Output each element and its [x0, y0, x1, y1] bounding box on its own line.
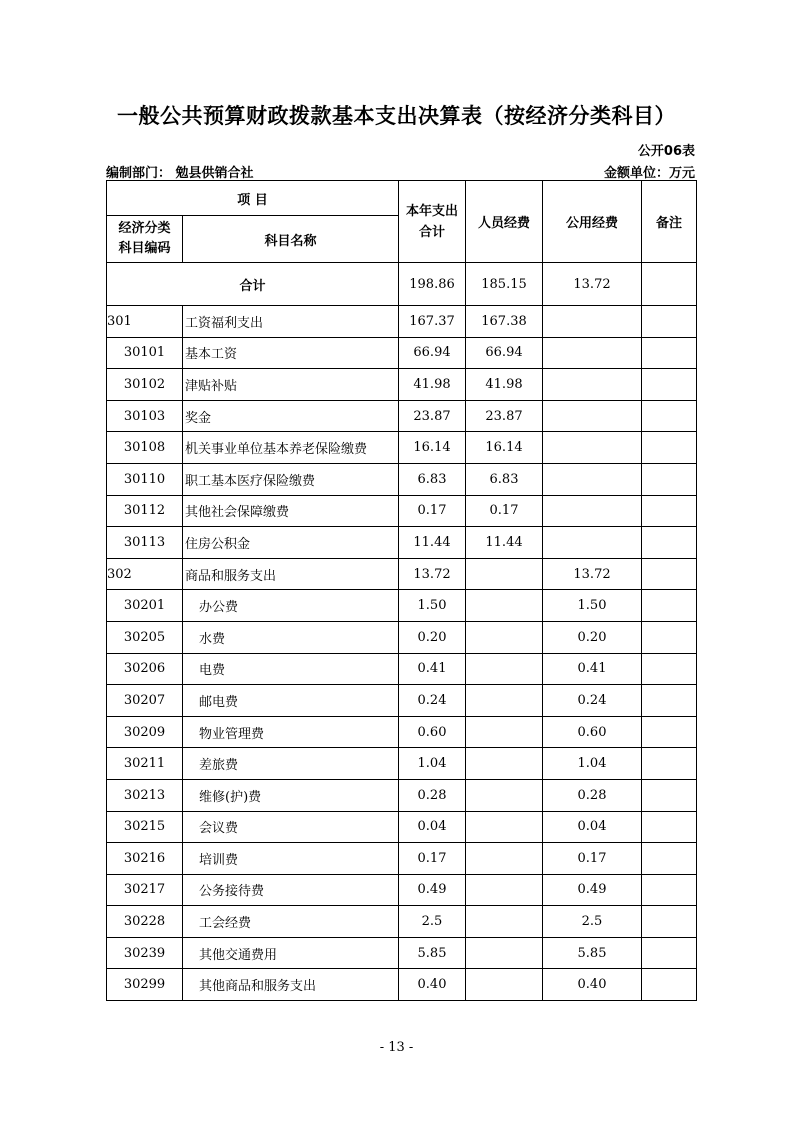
row-public: 1.04 — [543, 748, 642, 780]
row-personnel: 6.83 — [466, 463, 543, 495]
row-personnel — [466, 906, 543, 938]
amount-unit: 金额单位：万元 — [603, 166, 695, 181]
row-public: 0.60 — [543, 716, 642, 748]
total-personnel: 185.15 — [466, 263, 543, 306]
row-code: 30217 — [107, 874, 183, 906]
row-subject-name: 津贴补贴 — [183, 369, 399, 401]
row-code: 30102 — [107, 369, 183, 401]
row-subject-name: 维修(护)费 — [183, 779, 399, 811]
row-public: 0.04 — [543, 811, 642, 843]
row-subject-name: 培训费 — [183, 843, 399, 875]
row-year-total: 16.14 — [399, 432, 466, 464]
row-personnel: 16.14 — [466, 432, 543, 464]
row-subject-name: 基本工资 — [183, 337, 399, 369]
row-public: 2.5 — [543, 906, 642, 938]
row-public: 0.49 — [543, 874, 642, 906]
row-personnel — [466, 843, 543, 875]
row-code: 30201 — [107, 590, 183, 622]
row-subject-name: 其他交通费用 — [183, 937, 399, 969]
row-personnel: 0.17 — [466, 495, 543, 527]
table-row — [107, 969, 697, 1001]
row-remark — [642, 811, 697, 843]
row-code: 30215 — [107, 811, 183, 843]
row-code: 30299 — [107, 969, 183, 1001]
row-personnel — [466, 748, 543, 780]
row-subject-name: 其他社会保障缴费 — [183, 495, 399, 527]
row-remark — [642, 432, 697, 464]
table-row — [107, 432, 697, 464]
row-subject-name: 水费 — [183, 621, 399, 653]
row-year-total: 0.04 — [399, 811, 466, 843]
row-subject-name: 商品和服务支出 — [183, 558, 399, 590]
total-public: 13.72 — [543, 263, 642, 306]
table-row — [107, 400, 697, 432]
table-row — [107, 463, 697, 495]
row-personnel: 11.44 — [466, 527, 543, 559]
table-row — [107, 874, 697, 906]
table-row — [107, 590, 697, 622]
header-row-1 — [107, 181, 697, 216]
row-personnel — [466, 685, 543, 717]
row-subject-name: 住房公积金 — [183, 527, 399, 559]
total-label: 合计 — [107, 263, 399, 306]
row-public — [543, 495, 642, 527]
row-subject-name: 奖金 — [183, 400, 399, 432]
row-public — [543, 306, 642, 338]
header-remark: 备注 — [642, 181, 697, 263]
row-year-total: 0.60 — [399, 716, 466, 748]
row-year-total: 1.04 — [399, 748, 466, 780]
row-year-total: 1.50 — [399, 590, 466, 622]
row-public: 0.24 — [543, 685, 642, 717]
row-public — [543, 337, 642, 369]
row-code: 30206 — [107, 653, 183, 685]
row-personnel — [466, 590, 543, 622]
compiling-department: 编制部门： 勉县供销合社 — [106, 166, 254, 181]
row-code: 302 — [107, 558, 183, 590]
table-row — [107, 685, 697, 717]
row-subject-name: 会议费 — [183, 811, 399, 843]
row-code: 30108 — [107, 432, 183, 464]
table-row — [107, 779, 697, 811]
row-subject-name: 公务接待费 — [183, 874, 399, 906]
row-year-total: 66.94 — [399, 337, 466, 369]
row-subject-name: 工会经费 — [183, 906, 399, 938]
header-public: 公用经费 — [543, 181, 642, 263]
row-subject-name: 电费 — [183, 653, 399, 685]
row-code: 30103 — [107, 400, 183, 432]
table-row — [107, 937, 697, 969]
row-public: 13.72 — [543, 558, 642, 590]
row-year-total: 5.85 — [399, 937, 466, 969]
row-personnel — [466, 621, 543, 653]
row-remark — [642, 874, 697, 906]
row-personnel — [466, 969, 543, 1001]
page-number: - 13 - — [379, 1040, 414, 1055]
table-row — [107, 558, 697, 590]
row-personnel: 41.98 — [466, 369, 543, 401]
row-year-total: 6.83 — [399, 463, 466, 495]
row-remark — [642, 685, 697, 717]
row-code: 30113 — [107, 527, 183, 559]
total-year-total: 198.86 — [399, 263, 466, 306]
row-public — [543, 432, 642, 464]
row-subject-name: 物业管理费 — [183, 716, 399, 748]
row-remark — [642, 621, 697, 653]
row-remark — [642, 400, 697, 432]
row-personnel: 66.94 — [466, 337, 543, 369]
row-code: 30216 — [107, 843, 183, 875]
row-subject-name: 邮电费 — [183, 685, 399, 717]
row-public: 0.41 — [543, 653, 642, 685]
row-subject-name: 机关事业单位基本养老保险缴费 — [183, 432, 399, 464]
row-remark — [642, 906, 697, 938]
row-public: 1.50 — [543, 590, 642, 622]
form-number: 公开06表 — [637, 144, 695, 159]
table-row — [107, 906, 697, 938]
row-code: 30213 — [107, 779, 183, 811]
table-row — [107, 527, 697, 559]
row-year-total: 0.28 — [399, 779, 466, 811]
row-remark — [642, 748, 697, 780]
row-year-total: 23.87 — [399, 400, 466, 432]
expenditure-table — [106, 180, 697, 1001]
header-year-total — [399, 181, 466, 263]
row-year-total: 11.44 — [399, 527, 466, 559]
row-code: 30101 — [107, 337, 183, 369]
row-remark — [642, 716, 697, 748]
row-remark — [642, 558, 697, 590]
row-code: 30112 — [107, 495, 183, 527]
row-public: 5.85 — [543, 937, 642, 969]
row-code: 301 — [107, 306, 183, 338]
row-year-total: 41.98 — [399, 369, 466, 401]
row-remark — [642, 527, 697, 559]
table-row — [107, 748, 697, 780]
header-subject-name: 科目名称 — [183, 216, 399, 263]
row-public — [543, 400, 642, 432]
row-code: 30110 — [107, 463, 183, 495]
row-personnel — [466, 811, 543, 843]
row-subject-name: 工资福利支出 — [183, 306, 399, 338]
row-remark — [642, 969, 697, 1001]
total-row — [107, 263, 697, 306]
row-personnel: 167.38 — [466, 306, 543, 338]
row-code: 30207 — [107, 685, 183, 717]
row-code: 30239 — [107, 937, 183, 969]
row-personnel — [466, 653, 543, 685]
row-year-total: 13.72 — [399, 558, 466, 590]
row-personnel — [466, 937, 543, 969]
row-year-total: 167.37 — [399, 306, 466, 338]
row-public: 0.28 — [543, 779, 642, 811]
row-year-total: 0.17 — [399, 843, 466, 875]
row-year-total: 0.17 — [399, 495, 466, 527]
header-item: 项 目 — [107, 181, 399, 216]
row-remark — [642, 653, 697, 685]
row-remark — [642, 306, 697, 338]
header-year-total-label: 本年支出 合计 — [405, 203, 458, 240]
row-public — [543, 369, 642, 401]
row-subject-name: 其他商品和服务支出 — [183, 969, 399, 1001]
row-subject-name: 职工基本医疗保险缴费 — [183, 463, 399, 495]
row-remark — [642, 937, 697, 969]
row-year-total: 0.24 — [399, 685, 466, 717]
header-econ-code: 经济分类 科目编码 — [107, 216, 183, 263]
row-code: 30205 — [107, 621, 183, 653]
row-year-total: 0.41 — [399, 653, 466, 685]
row-public: 0.40 — [543, 969, 642, 1001]
row-remark — [642, 590, 697, 622]
row-code: 30211 — [107, 748, 183, 780]
row-year-total: 2.5 — [399, 906, 466, 938]
table-row — [107, 621, 697, 653]
row-public: 0.17 — [543, 843, 642, 875]
row-personnel — [466, 716, 543, 748]
table-row — [107, 716, 697, 748]
row-remark — [642, 463, 697, 495]
row-year-total: 0.40 — [399, 969, 466, 1001]
row-year-total: 0.20 — [399, 621, 466, 653]
header-personnel: 人员经费 — [466, 181, 543, 263]
row-code: 30209 — [107, 716, 183, 748]
row-year-total: 0.49 — [399, 874, 466, 906]
row-personnel — [466, 558, 543, 590]
row-remark — [642, 495, 697, 527]
row-subject-name: 办公费 — [183, 590, 399, 622]
row-public — [543, 463, 642, 495]
row-personnel — [466, 779, 543, 811]
row-personnel: 23.87 — [466, 400, 543, 432]
table-row — [107, 811, 697, 843]
table-row — [107, 653, 697, 685]
page-title: 一般公共预算财政拨款基本支出决算表（按经济分类科目） — [117, 104, 676, 128]
total-remark — [642, 263, 697, 306]
table-row — [107, 495, 697, 527]
table-row — [107, 369, 697, 401]
table-row — [107, 306, 697, 338]
row-code: 30228 — [107, 906, 183, 938]
row-remark — [642, 779, 697, 811]
row-subject-name: 差旅费 — [183, 748, 399, 780]
row-remark — [642, 337, 697, 369]
row-remark — [642, 369, 697, 401]
table-row — [107, 843, 697, 875]
row-public — [543, 527, 642, 559]
row-remark — [642, 843, 697, 875]
row-personnel — [466, 874, 543, 906]
row-public: 0.20 — [543, 621, 642, 653]
table-row — [107, 337, 697, 369]
